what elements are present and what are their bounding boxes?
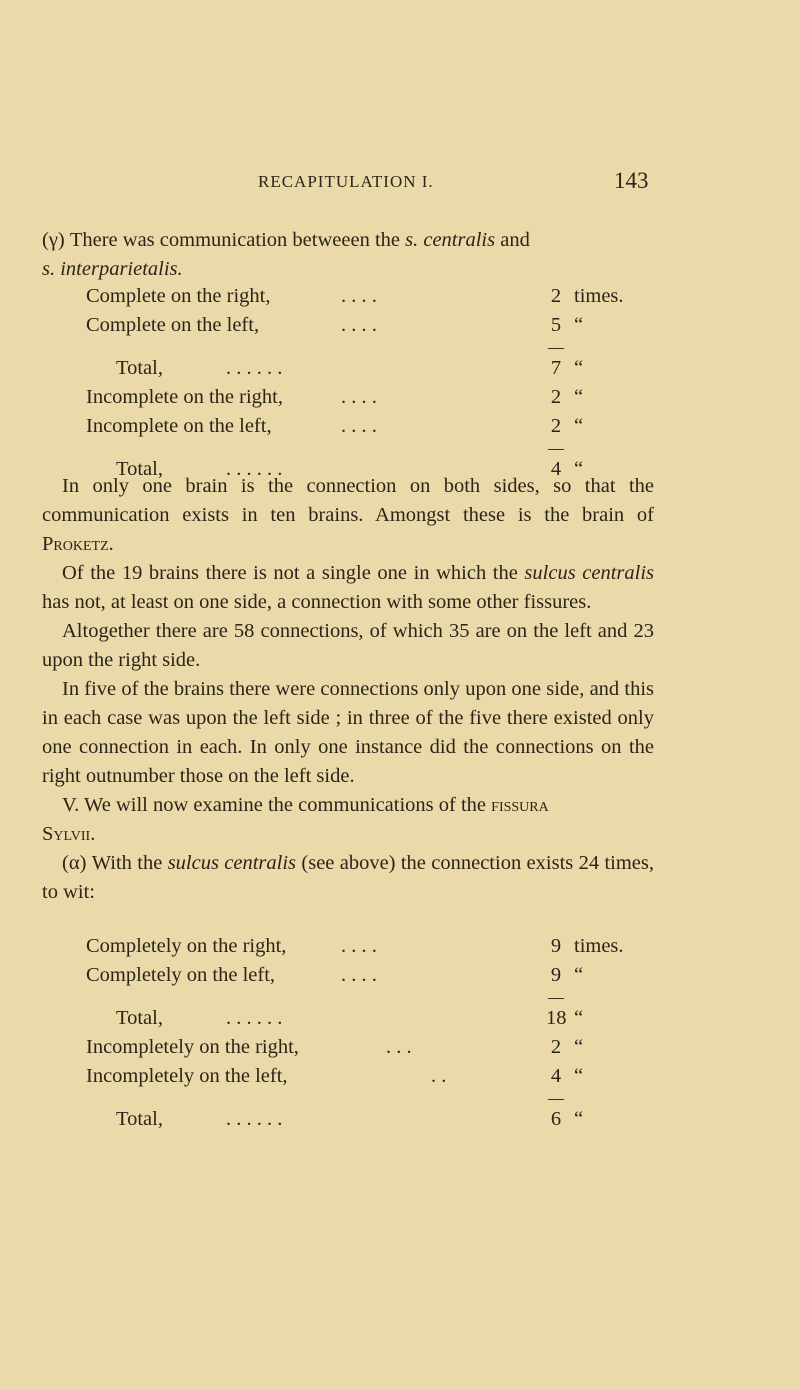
row-unit: “ xyxy=(574,458,584,480)
table-row xyxy=(86,415,666,444)
leader-dots: . . . . xyxy=(341,314,377,336)
leader-dots: . . . . xyxy=(341,386,377,408)
row-value: 9 xyxy=(550,935,562,957)
row-value: 7 xyxy=(550,357,562,379)
row-label: Complete on the right, xyxy=(86,285,271,307)
leader-dots: . . . . xyxy=(341,935,377,957)
row-value: 5 xyxy=(550,314,562,336)
table-row xyxy=(86,314,666,343)
row-unit: “ xyxy=(574,357,584,379)
row-unit: “ xyxy=(574,1036,584,1058)
table-row xyxy=(86,285,666,314)
row-unit: times. xyxy=(574,935,624,957)
sum-rule-gap xyxy=(86,444,666,458)
sum-rule-gap xyxy=(86,1094,666,1108)
gamma-intro xyxy=(42,226,654,284)
alpha-marker: (α) xyxy=(62,852,87,874)
paragraph-italic: sulcus centralis xyxy=(524,562,654,584)
row-unit: “ xyxy=(574,964,584,986)
paragraph-text: In only one brain is the connection on both sides, so that the communication exists in ten brains. Amongst these is the brain of xyxy=(42,475,654,526)
row-unit: “ xyxy=(574,386,584,408)
row-value: 2 xyxy=(550,285,562,307)
row-value: 4 xyxy=(550,458,562,480)
table-1 xyxy=(86,285,666,487)
paragraph-text-b: has not, at least on one side, a connection with some other fissures. xyxy=(42,591,592,613)
row-label: Complete on the left, xyxy=(86,314,260,336)
row-unit: “ xyxy=(574,415,584,437)
paragraph-one-brain xyxy=(42,472,654,559)
gamma-marker: (γ) xyxy=(42,229,65,251)
paragraph-text-a: Of the 19 brains there is not a single one in which the xyxy=(62,562,525,584)
row-value: 6 xyxy=(550,1108,562,1130)
paragraph-text-b: (see above) the connection exists 24 times, to wit: xyxy=(42,852,654,903)
row-unit: “ xyxy=(574,1065,584,1087)
sum-rule-gap xyxy=(86,993,666,1007)
row-label: Incomplete on the right, xyxy=(86,386,283,408)
gamma-paragraph xyxy=(42,226,654,284)
table-row xyxy=(86,1036,666,1065)
gamma-italic-b: s. interparietalis. xyxy=(42,258,183,280)
sum-rule xyxy=(548,998,564,999)
row-label: Completely on the left, xyxy=(86,964,276,986)
paragraph-italic: sulcus centralis xyxy=(167,852,297,874)
page-number: 143 xyxy=(614,168,649,193)
row-label: Incompletely on the left, xyxy=(86,1065,288,1087)
paragraph-text: V. We will now examine the communications of the xyxy=(62,794,492,816)
row-label: Total, xyxy=(116,458,163,480)
table-2 xyxy=(86,935,666,1137)
row-unit: “ xyxy=(574,1007,584,1029)
table-row xyxy=(86,357,666,386)
row-value: 9 xyxy=(550,964,562,986)
row-label: Total, xyxy=(116,357,163,379)
row-unit: “ xyxy=(574,314,584,336)
fissura-label: fissura xyxy=(491,794,549,816)
paragraph-58-connections: Altogether there are 58 connections, of which 35 are on the left and 23 upon the right side. xyxy=(42,620,654,671)
row-unit: times. xyxy=(574,285,624,307)
row-value: 18 xyxy=(546,1007,567,1029)
leader-dots: . . . . xyxy=(341,415,377,437)
name-proketz: Proketz. xyxy=(42,533,114,555)
row-value: 2 xyxy=(550,386,562,408)
sylvii-label: Sylvii. xyxy=(42,823,96,845)
leader-dots: . . . . . . xyxy=(226,1108,283,1130)
body-text xyxy=(42,472,654,907)
row-label: Completely on the right, xyxy=(86,935,287,957)
running-head: RECAPITULATION I. xyxy=(258,172,434,191)
table-row xyxy=(86,1065,666,1094)
row-label: Incomplete on the left, xyxy=(86,415,272,437)
row-label: Incompletely on the right, xyxy=(86,1036,299,1058)
row-label: Total, xyxy=(116,1108,163,1130)
paragraph-five-brains: In five of the brains there were connections only upon one side, and this in each case was upon the left side ; in three of the five there existed only one connection in each. In only one instance did the connections on the right outnumber those on the left side. xyxy=(42,678,654,787)
table-row xyxy=(86,1007,666,1036)
paragraph-alpha xyxy=(42,849,654,907)
leader-dots: . . . . xyxy=(341,964,377,986)
table-row xyxy=(86,964,666,993)
table-row xyxy=(86,935,666,964)
row-value: 2 xyxy=(550,1036,562,1058)
row-unit: “ xyxy=(574,1108,584,1130)
leader-dots: . . . . . . xyxy=(226,357,283,379)
leader-dots: . . xyxy=(431,1065,447,1087)
gamma-text-a: There was communication betweeen the xyxy=(64,229,406,251)
gamma-text-b: and xyxy=(495,229,530,251)
sum-rule-gap xyxy=(86,343,666,357)
row-value: 2 xyxy=(550,415,562,437)
sum-rule xyxy=(548,449,564,450)
leader-dots: . . . . xyxy=(341,285,377,307)
sum-rule xyxy=(548,348,564,349)
sum-rule xyxy=(548,1099,564,1100)
paragraph-19-brains xyxy=(42,559,654,617)
leader-dots: . . . xyxy=(386,1036,412,1058)
gamma-italic-a: s. centralis xyxy=(405,229,496,251)
page-header xyxy=(0,168,800,198)
leader-dots: . . . . . . xyxy=(226,1007,283,1029)
table-row xyxy=(86,386,666,415)
row-value: 4 xyxy=(550,1065,562,1087)
leader-dots: . . . . . . xyxy=(226,458,283,480)
paragraph-text-a: With the xyxy=(86,852,168,874)
table-row xyxy=(86,1108,666,1137)
row-label: Total, xyxy=(116,1007,163,1029)
paragraph-section-v xyxy=(42,791,654,849)
